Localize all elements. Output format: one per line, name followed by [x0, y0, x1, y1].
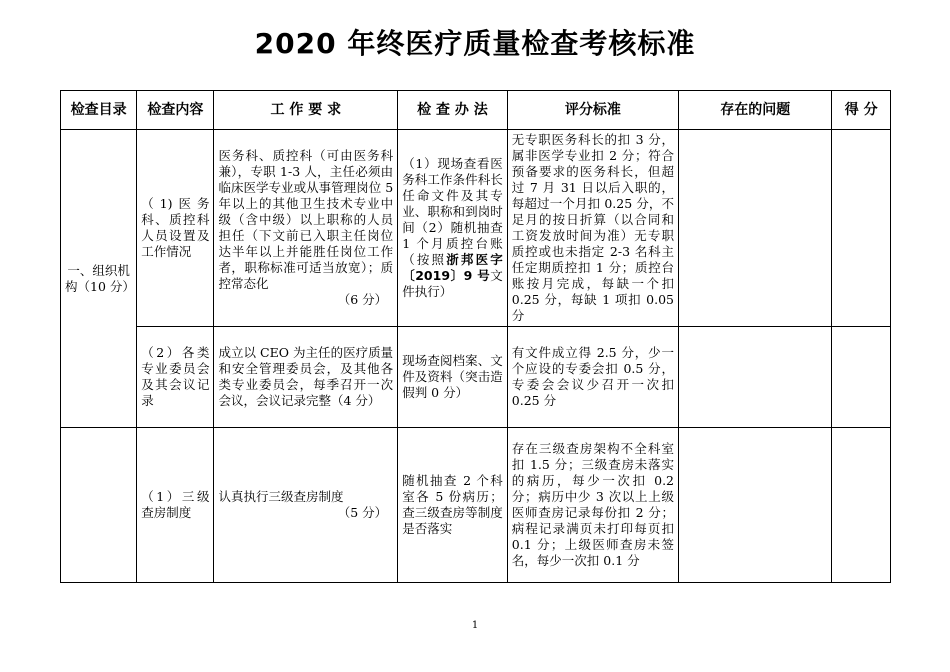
content-cell: （2）各类专业委员会及其会议记录: [137, 327, 214, 428]
method-document-number: 浙邦医字〔2019〕9 号: [402, 252, 503, 283]
requirement-score: （6 分）: [337, 292, 388, 307]
method-cell: 随机抽查 2 个科室各 5 份病历；查三级查房等制度是否落实: [398, 428, 508, 583]
scoring-cell: 有文件成立得 2.5 分，少一个应设的专委会扣 0.5 分，专委会会议少召开一次扣 0.25 分: [507, 327, 678, 428]
requirement-score: （5 分）: [337, 505, 388, 520]
requirement-text: 认真执行三级查房制度: [218, 489, 344, 504]
header-score: 得 分: [832, 91, 891, 130]
table-header-row: [61, 91, 891, 130]
content-cell: （1）三级查房制度: [137, 428, 214, 583]
method-cell: 现场查阅档案、文件及资料（突击造假判 0 分）: [398, 327, 508, 428]
table-row: [61, 327, 891, 428]
scoring-cell: 无专职医务科长的扣 3 分，属非医学专业扣 2 分；符合预备要求的医务科长，但超过 7 月 31 日以后入职的，每超过一个月扣 0.25 分，不足月的按日折算（以合同和工资发放时间为准）无专职质控或也未指定 2-3 名科主任定期质控扣 1 分；质控台账按月完成，每缺一个扣 0.25 分，每缺 1 项扣 0.05 分: [507, 130, 678, 327]
requirement-cell: [214, 130, 398, 327]
page-number: 1: [471, 620, 479, 631]
scoring-cell: 存在三级查房架构不全科室扣 1.5 分；三级查房未落实的病历，每少一次扣 0.2 分；病历中少 3 次以上上级医师查房记录每份扣 2 分；病程记录满页未打印每页扣 0.1 分；上级医师查房未签名，每少一次扣 0.1 分: [507, 428, 678, 583]
header-problems: 存在的问题: [679, 91, 832, 130]
method-cell: [398, 130, 508, 327]
header-scoring: 评分标准: [507, 91, 678, 130]
requirement-cell: [214, 428, 398, 583]
score-cell[interactable]: [832, 327, 891, 428]
problems-cell[interactable]: [679, 428, 832, 583]
page-title: 2020 年终医疗质量检查考核标准: [254, 27, 696, 60]
evaluation-table: [60, 90, 891, 583]
catalog-cell: [61, 428, 137, 583]
score-cell[interactable]: [832, 428, 891, 583]
table-row: [61, 428, 891, 583]
content-cell: （1)医务科、质控科人员设置及工作情况: [137, 130, 214, 327]
problems-cell[interactable]: [679, 130, 832, 327]
requirement-cell: 成立以 CEO 为主任的医疗质量和安全管理委员会，及其他各类专业委员会，每季召开一次会议，会议记录完整（4 分）: [214, 327, 398, 428]
header-catalog: 检查目录: [61, 91, 137, 130]
header-requirement: 工 作 要 求: [214, 91, 398, 130]
header-content: 检查内容: [137, 91, 214, 130]
method-text-end: 文件执行）: [402, 268, 503, 299]
method-text: （1）现场查看医务科工作条件科长任命文件及其专业、职称和到岗时间（2）随机抽查 1 个月质控台账（按照: [402, 156, 503, 267]
catalog-cell: 一、组织机构（10 分）: [61, 130, 137, 428]
requirement-text: 医务科、质控科（可由医务科兼），专职 1-3 人，主任必须由临床医学专业或从事管理岗位 5 年以上的其他卫生技术专业中级（含中级）以上职称的人员担任（下文前已入职主任岗位达半年以上并能胜任岗位工作者，职称标准可适当放宽）；质控常态化: [218, 148, 394, 291]
header-method: 检 查 办 法: [398, 91, 508, 130]
problems-cell[interactable]: [679, 327, 832, 428]
score-cell[interactable]: [832, 130, 891, 327]
table-row: [61, 130, 891, 327]
